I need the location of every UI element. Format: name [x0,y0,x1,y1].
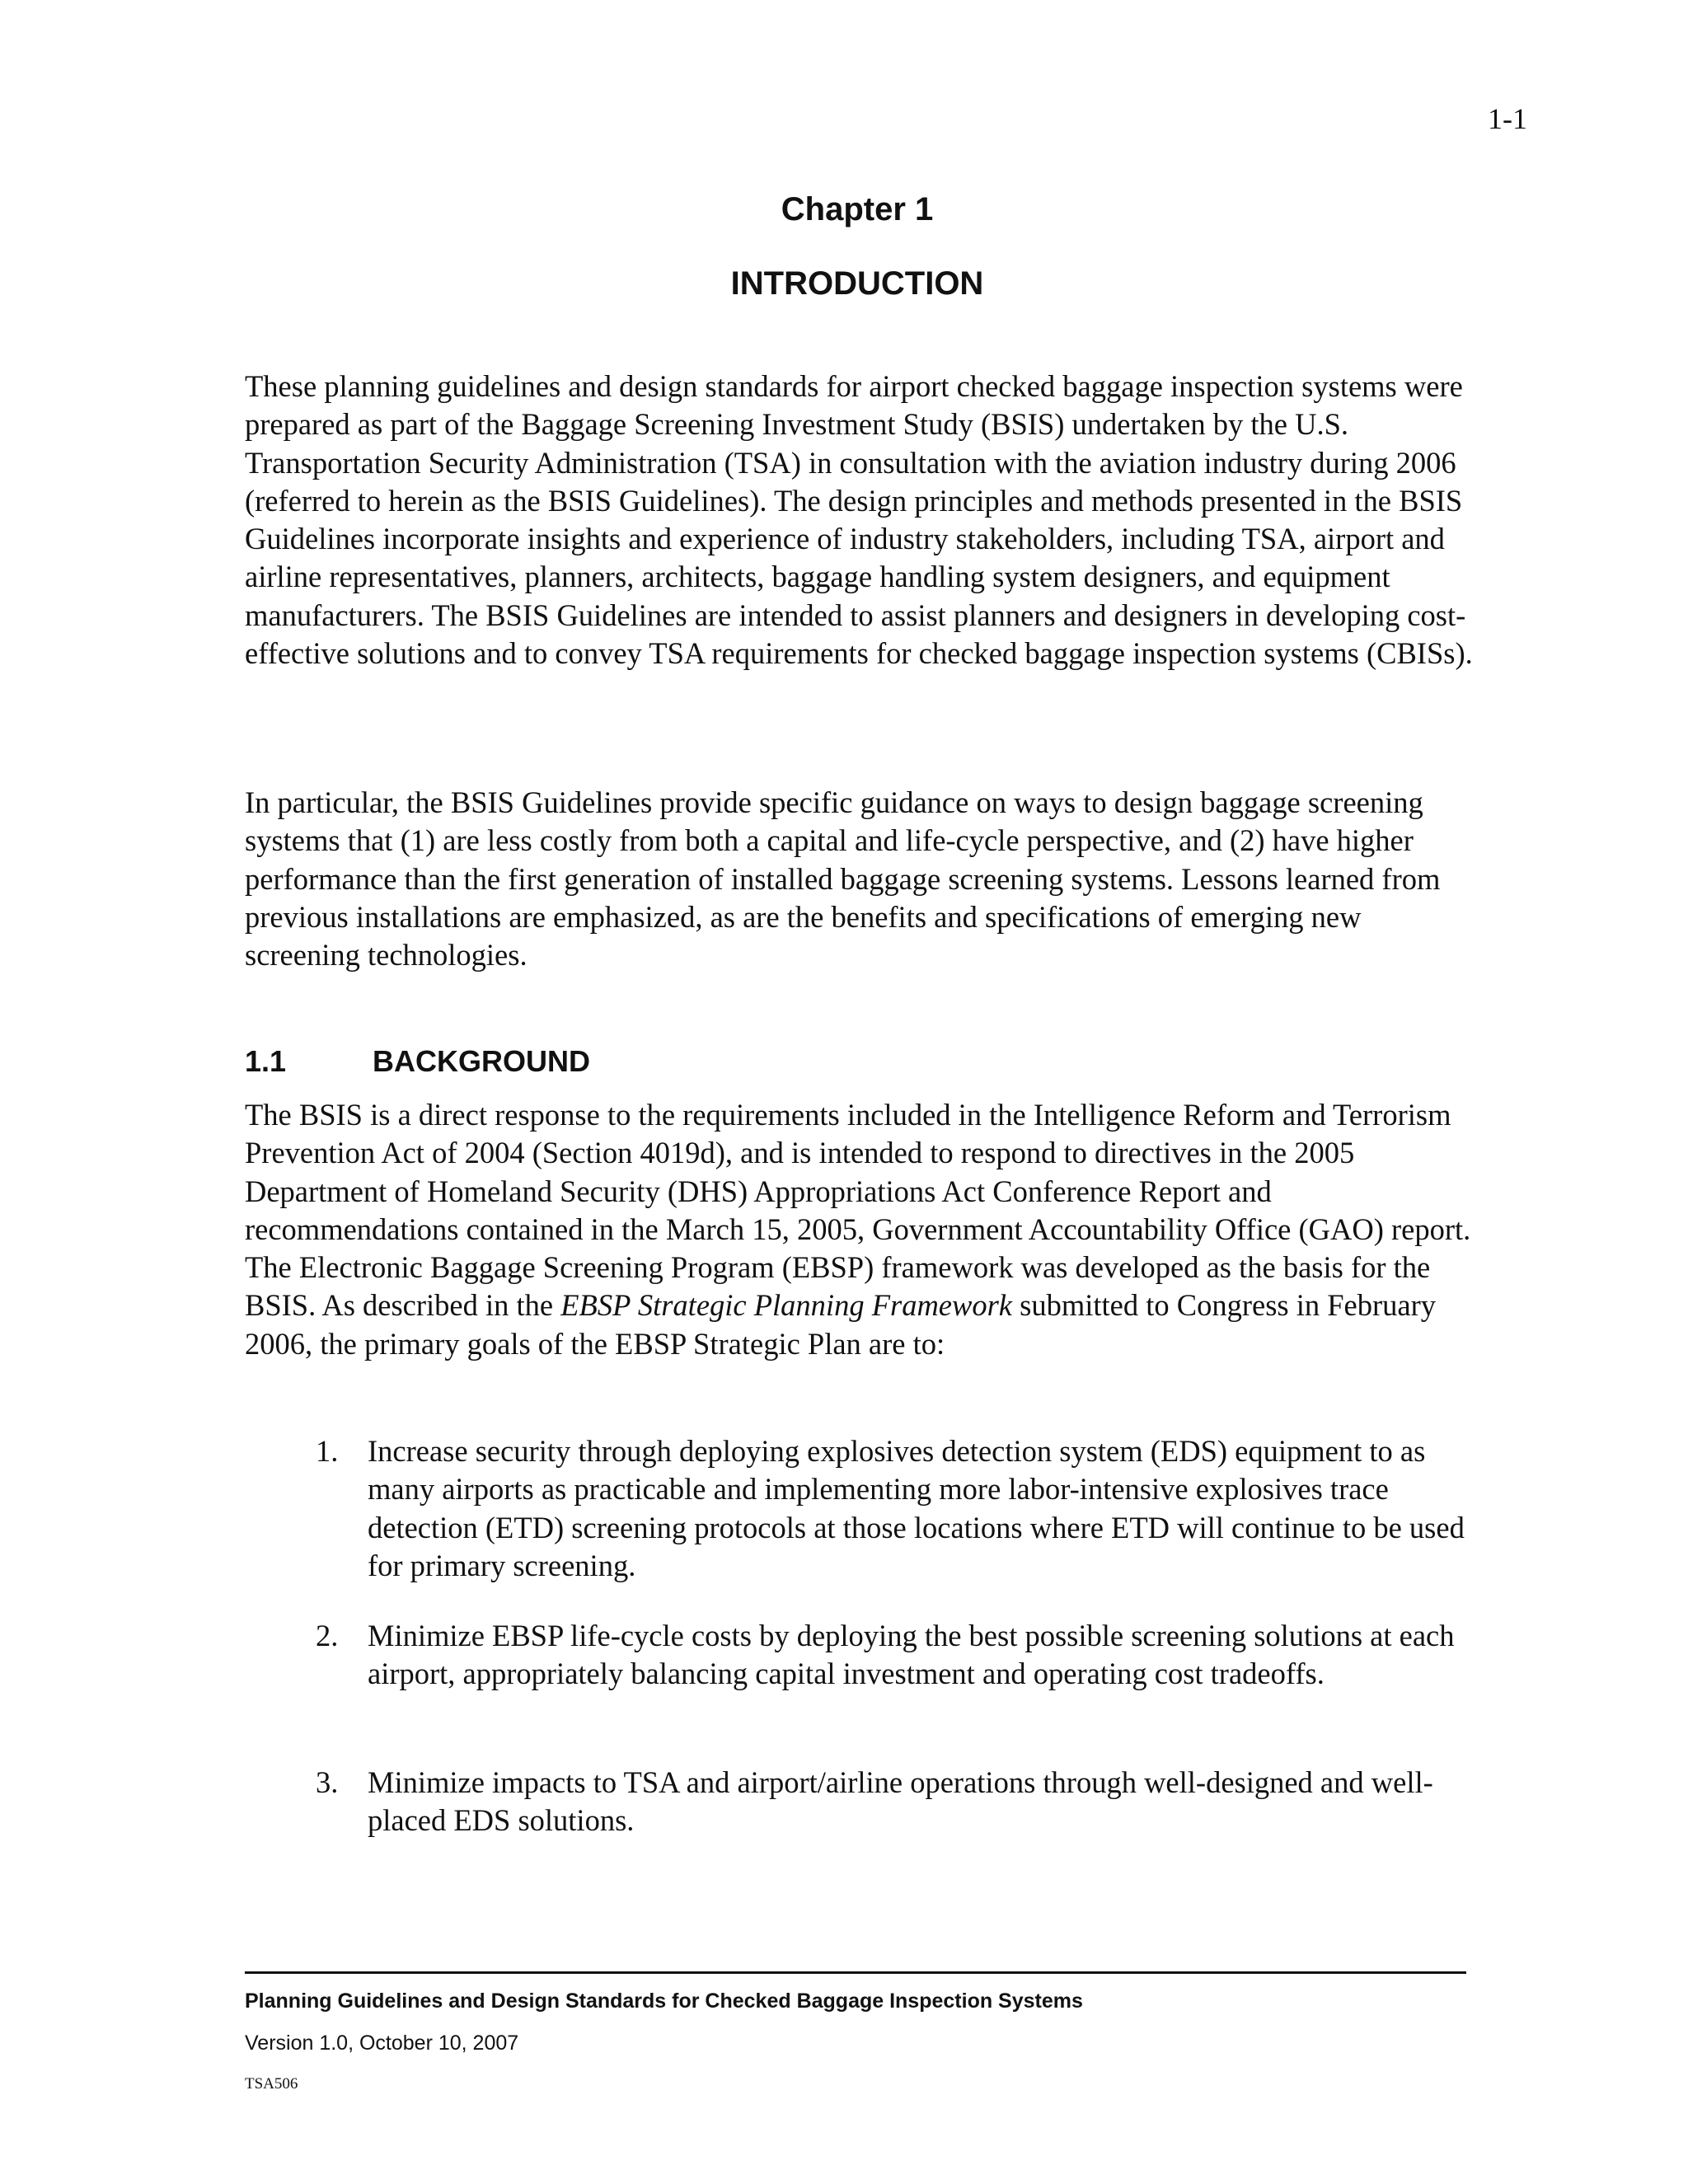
background-paragraph [245,1096,1481,1363]
section-title: BACKGROUND [373,1044,590,1078]
section-heading [245,1043,590,1080]
background-text-italic: EBSP Strategic Planning Framework [560,1288,1013,1323]
background-text-part2: submitted to Congress in February 2006, the primary goals of the EBSP Strategic Plan are to: [245,1288,1437,1361]
footer-code: TSA506 [245,2075,298,2093]
list-item-text: Minimize impacts to TSA and airport/airline operations through well-designed and well-placed EDS solutions. [368,1765,1433,1838]
list-marker: 3. [316,1765,339,1799]
intro-paragraph-1: These planning guidelines and design standards for airport checked baggage inspection systems were prepared as part of the Baggage Screening Investment Study (BSIS) undertaken by the U.S. Transportation Security Administration (TSA) in consultation with the aviation industry during 2006 (referred to herein as the BSIS Guidelines). The design principles and methods presented in the BSIS Guidelines incorporate insights and experience of industry stakeholders, including TSA, airport and airline representatives, planners, architects, baggage handling system designers, and equipment manufacturers. The BSIS Guidelines are intended to assist planners and designers in developing cost-effective solutions and to convey TSA requirements for checked baggage inspection systems (CBISs). [245,369,1473,671]
chapter-label: Chapter 1 [781,191,934,227]
footer-divider [245,1971,1466,1974]
list-marker: 1. [316,1434,339,1468]
list-marker: 2. [316,1619,339,1652]
page-number: 1-1 [1488,102,1527,135]
background-text-part1: The BSIS is a direct response to the requirements included in the Intelligence Reform and Terrorism Prevention Act of 2004 (Section 4019d), and is intended to respond to directives in the 2005 Department of Homeland Security (DHS) Appropriations Act Conference Report and recommendations contained in the March 15, 2005, Government Accountability Office (GAO) report. The Electronic Baggage Screening Program (EBSP) framework was developed as the basis for the BSIS. As described in the [245,1098,1471,1323]
chapter-title: INTRODUCTION [730,265,984,302]
list-item-text: Increase security through deploying explosives detection system (EDS) equipment to as many airports as practicable and implementing more labor-intensive explosives trace detection (ETD) screening protocols at those locations where ETD will continue to be used for primary screening. [368,1434,1465,1582]
footer-title: Planning Guidelines and Design Standards for Checked Baggage Inspection Systems [245,1990,1083,2013]
intro-paragraph-2: In particular, the BSIS Guidelines provide specific guidance on ways to design baggage screening systems that (1) are less costly from both a capital and life-cycle perspective, and (2) have higher performance than the first generation of installed baggage screening systems. Lessons learned from previous installations are emphasized, as are the benefits and specifications of emerging new screening technologies. [245,785,1441,972]
section-number: 1.1 [245,1044,287,1078]
list-item-text: Minimize EBSP life-cycle costs by deploying the best possible screening solutions at each airport, appropriately balancing capital investment and operating cost tradeoffs. [368,1619,1455,1691]
footer-version: Version 1.0, October 10, 2007 [245,2032,519,2055]
